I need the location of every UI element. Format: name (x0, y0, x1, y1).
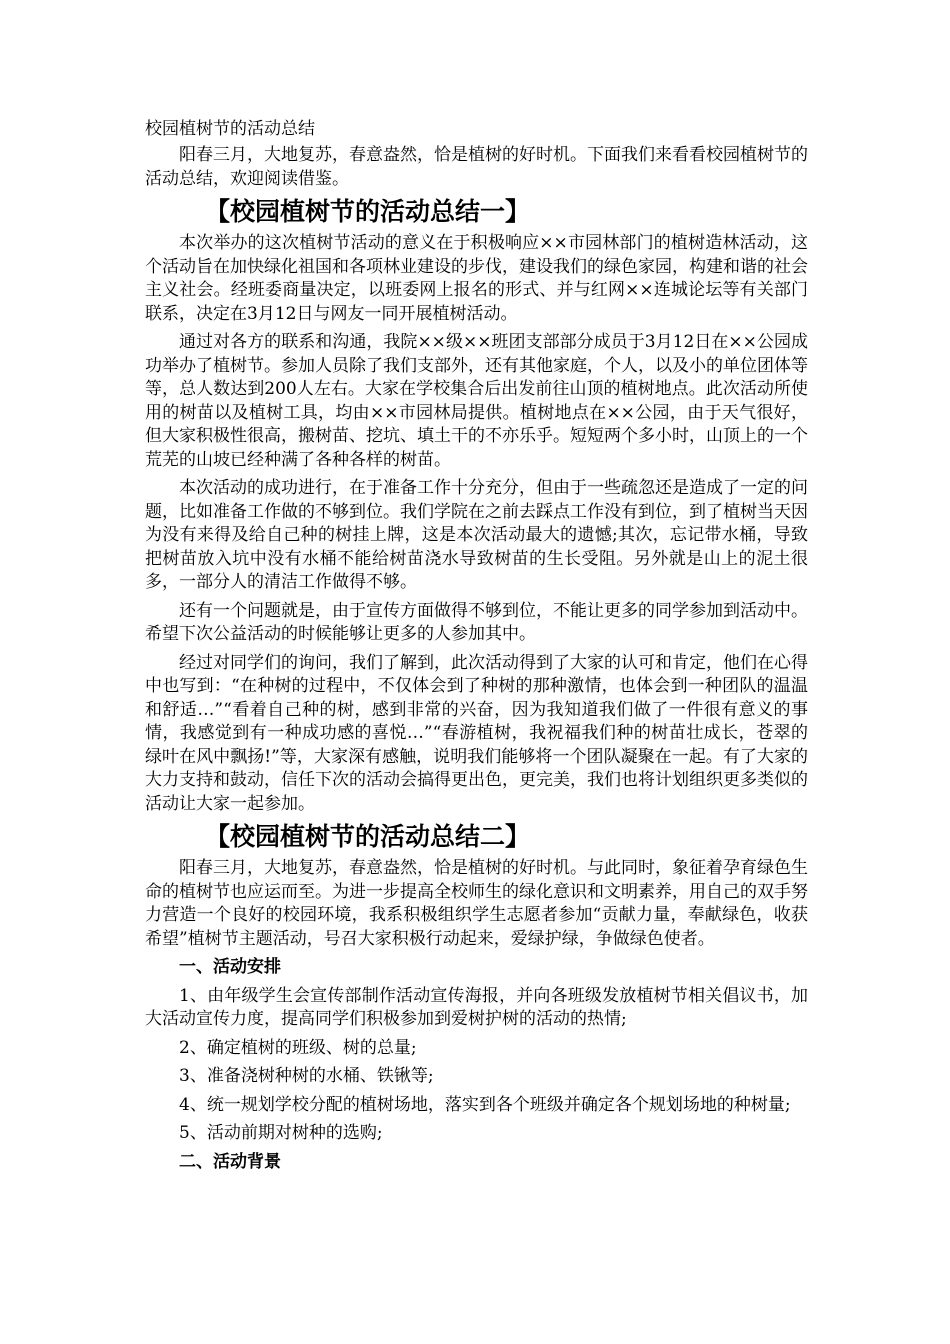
arrangement-item: 5、活动前期对树种的选购; (179, 1123, 383, 1143)
section1-paragraph: 本次举办的这次植树节活动的意义在于积极响应××市园林部门的植树造林活动，这个活动旨在加快绿化祖国和各项林业建设的步伐，建设我们的绿色家园，构建和谐的社会主义社会。经班委商量决定，以班委网上报名的形式、并与红网××连城论坛等有关部门联系，决定在3月12日与网友一同开展植树活动。 (145, 233, 808, 324)
section2-intro: 阳春三月，大地复苏，春意盎然，恰是植树的好时机。与此同时，象征着孕育绿色生命的植树节也应运而至。为进一步提高全校师生的绿化意识和文明素养，用自己的双手努力营造一个良好的校园环境，我系积极组织学生志愿者参加“贡献力量，奉献绿色，收获希望”植树节主题活动，号召大家积极行动起来，爱绿护绿，争做绿色使者。 (145, 858, 808, 949)
arrangement-item: 3、准备浇树种树的水桶、铁锹等; (179, 1066, 434, 1086)
arrangement-item: 4、统一规划学校分配的植树场地，落实到各个班级并确定各个规划场地的种树量; (179, 1094, 791, 1115)
section2-heading: 【校园植树节的活动总结二】 (205, 822, 531, 851)
arrangement-item: 1、由年级学生会宣传部制作活动宣传海报，并向各班级发放植树节相关倡议书，加大活动宣传力度，提高同学们积极参加到爱树护树的活动的热情; (145, 985, 808, 1029)
arrangement-item: 2、确定植树的班级、树的总量; (179, 1037, 417, 1058)
section2-subheading-background: 二、活动背景 (179, 1151, 281, 1172)
section1-paragraph: 通过对各方的联系和沟通，我院××级××班团支部部分成员于3月12日在××公园成功举办了植树节。参加人员除了我们支部外，还有其他家庭，个人，以及小的单位团体等等，总人数达到200人左右。大家在学校集合后出发前往山顶的植树地点。此次活动所使用的树苗以及植树工具，均由××市园林局提供。植树地点在××公园，由于天气很好，但大家积极性很高，搬树苗、挖坑、填土干的不亦乐乎。短短两个多小时，山顶上的一个荒芜的山坡已经种满了各种各样的树苗。 (145, 332, 808, 470)
document-title: 校园植树节的活动总结 (145, 119, 315, 139)
document-page (145, 118, 808, 1179)
section1-paragraph: 经过对同学们的询问，我们了解到，此次活动得到了大家的认可和肯定，他们在心得中也写到：“在种树的过程中，不仅体会到了种树的那种激情，也体会到一种团队的温温和舒适…”“看着自己种的树，感到非常的兴奋，因为我知道我们做了一件很有意义的事情，我感觉到有一种成功感的喜悦…”“春游植树，我祝福我们种的树苗壮成长，苍翠的绿叶在风中飘扬!”等，大家深有感触，说明我们能够将一个团队凝聚在一起。有了大家的大力支持和鼓动，信任下次的活动会搞得更出色，更完美，我们也将计划组织更多类似的活动让大家一起参加。 (145, 652, 808, 814)
intro-paragraph: 阳春三月，大地复苏，春意盎然，恰是植树的好时机。下面我们来看看校园植树节的活动总结，欢迎阅读借鉴。 (145, 145, 808, 189)
section1-paragraph: 本次活动的成功进行，在于准备工作十分充分，但由于一些疏忽还是造成了一定的问题，比如准备工作做的不够到位。我们学院在之前去踩点工作没有到位，到了植树当天因为没有来得及给自己种的树挂上牌，这是本次活动最大的遗憾;其次，忘记带水桶，导致把树苗放入坑中没有水桶不能给树苗浇水导致树苗的生长受阻。另外就是山上的泥土很多，一部分人的清洁工作做得不够。 (145, 478, 808, 592)
section2-subheading-arrangement: 一、活动安排 (179, 957, 281, 977)
section1-paragraph: 还有一个问题就是，由于宣传方面做得不够到位，不能让更多的同学参加到活动中。希望下次公益活动的时候能够让更多的人参加其中。 (145, 600, 808, 644)
section1-heading: 【校园植树节的活动总结一】 (205, 197, 531, 226)
